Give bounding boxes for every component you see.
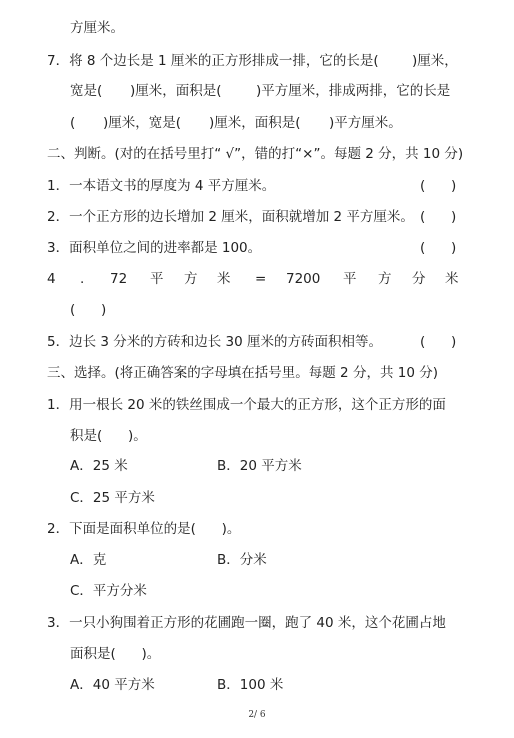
choice-2-line-1: [0, 519, 514, 539]
judge-item-2: [0, 207, 514, 227]
choice-2-options-ab: [0, 550, 514, 570]
judge-item-4-paren-line: [0, 300, 514, 320]
text: 7．将 8 个边长是 1 厘米的正方形排成一排，它的长是(: [47, 53, 379, 69]
text: 二、判断。(对的在括号里打“ √”，错的打“×”。每题 2 分，共 10 分): [47, 146, 464, 162]
text: 1．用一根长 20 米的铁丝围成一个最大的正方形，这个正方形的面: [47, 397, 446, 413]
choice-3-line-1: [0, 613, 514, 633]
text: )平方厘米。: [329, 115, 402, 131]
text: 方: [184, 271, 198, 287]
option-c[interactable]: C．25 平方米: [70, 490, 155, 506]
answer-paren[interactable]: ( ): [420, 334, 457, 350]
text: )厘米，宽是(: [103, 115, 182, 131]
choice-3-options-ab: [0, 675, 514, 695]
option-a[interactable]: A．25 米: [70, 458, 128, 474]
judge-item-3: [0, 238, 514, 258]
option-a[interactable]: A．克: [70, 552, 107, 568]
text: 3．一只小狗围着正方形的花圃跑一圈，跑了 40 米，这个花圃占地: [47, 615, 446, 631]
choice-1-option-c: [0, 488, 514, 508]
text: )平方厘米，排成两排，它的长是: [256, 83, 451, 99]
option-a[interactable]: A．40 平方米: [70, 677, 155, 693]
text: 面积是( )。: [70, 646, 161, 662]
judge-item-1: [0, 176, 514, 196]
text: )厘米，面积是(: [130, 83, 222, 99]
choice-2-option-c: [0, 581, 514, 601]
text: 宽是(: [70, 83, 103, 99]
text: =: [255, 271, 267, 287]
answer-paren[interactable]: ( ): [420, 178, 457, 194]
option-b[interactable]: B．分米: [217, 552, 267, 568]
text: 方厘米。: [70, 20, 124, 36]
text: 平: [150, 271, 164, 287]
text: 2．一个正方形的边长增加 2 厘米，面积就增加 2 平方厘米。: [47, 209, 414, 225]
text: 1．一本语文书的厚度为 4 平方厘米。: [47, 178, 276, 194]
choice-3-line-2: [0, 644, 514, 664]
text: 米: [445, 271, 459, 287]
text: 平: [343, 271, 357, 287]
choice-1-line-2: [0, 426, 514, 446]
text: (: [70, 115, 76, 131]
choice-1-line-1: [0, 395, 514, 415]
text: 7200: [286, 271, 321, 287]
text: 2．下面是面积单位的是( )。: [47, 521, 241, 537]
option-b[interactable]: B．20 平方米: [217, 458, 302, 474]
judge-item-5: [0, 332, 514, 352]
text: 5．边长 3 分米的方砖和边长 30 厘米的方砖面积相等。: [47, 334, 383, 350]
text: 4: [47, 271, 56, 287]
text: 米: [217, 271, 231, 287]
text: 方: [378, 271, 392, 287]
text: )厘米，面积是(: [209, 115, 301, 131]
section-2-heading: [0, 144, 514, 164]
text: .: [80, 271, 85, 287]
option-c[interactable]: C．平方分米: [70, 583, 147, 599]
answer-paren[interactable]: ( ): [420, 240, 457, 256]
answer-paren[interactable]: ( ): [420, 209, 457, 225]
text: 积是( )。: [70, 428, 147, 444]
text: 三、选择。(将正确答案的字母填在括号里。每题 2 分，共 10 分): [47, 365, 438, 381]
section-3-heading: [0, 363, 514, 383]
text: )厘米，: [412, 53, 458, 69]
judge-item-4: [0, 269, 514, 289]
question-7-line-2: [0, 81, 514, 101]
text: 72: [110, 271, 128, 287]
choice-1-options-ab: [0, 456, 514, 476]
q7-continuation: [0, 18, 514, 38]
answer-paren[interactable]: ( ): [70, 302, 107, 318]
option-b[interactable]: B．100 米: [217, 677, 284, 693]
text: 3．面积单位之间的进率都是 100。: [47, 240, 262, 256]
text: 分: [412, 271, 426, 287]
question-7-line-1: [0, 51, 514, 71]
question-7-line-3: [0, 113, 514, 133]
page-number: 2/ 6: [248, 710, 266, 720]
